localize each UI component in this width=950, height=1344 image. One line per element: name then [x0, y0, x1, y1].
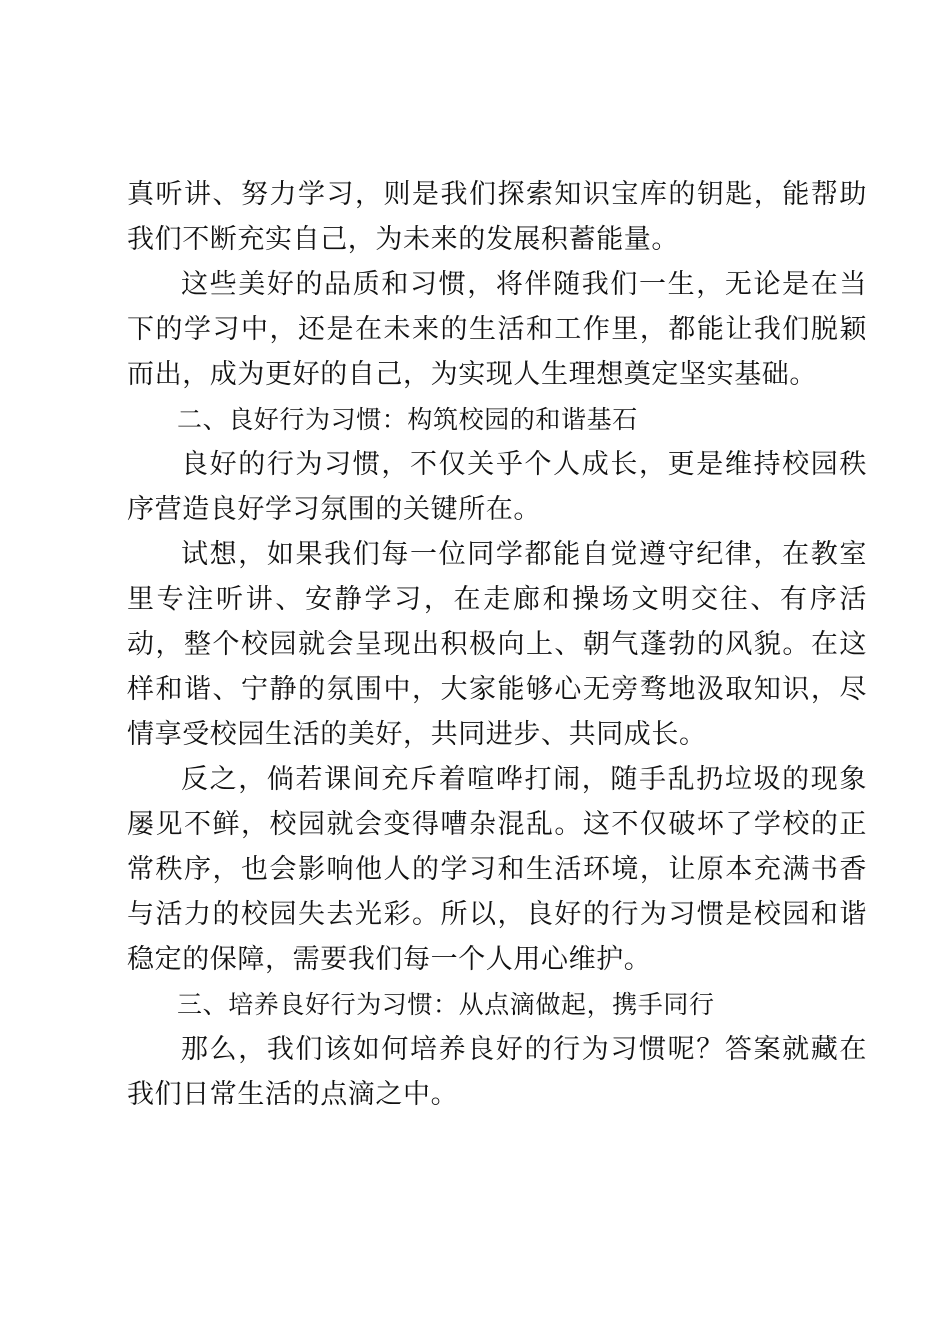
document-body — [127, 172, 867, 1117]
paragraph-qualities: 这些美好的品质和习惯，将伴随我们一生，无论是在当下的学习中，还是在未来的生活和工作里，都能让我们脱颖而出，成为更好的自己，为实现人生理想奠定坚实基础。 — [127, 269, 867, 390]
paragraph-imagine: 试想，如果我们每一位同学都能自觉遵守纪律，在教室里专注听讲、安静学习，在走廊和操场文明交往、有序活动，整个校园就会呈现出积极向上、朝气蓬勃的风貌。在这样和谐、宁静的氛围中，大家能够心无旁骛地汲取知识，尽情享受校园生活的美好，共同进步、共同成长。 — [127, 539, 867, 750]
section-heading-2: 二、良好行为习惯：构筑校园的和谐基石 — [177, 405, 638, 434]
paragraph-how-to: 那么，我们该如何培养良好的行为习惯呢？答案就藏在我们日常生活的点滴之中。 — [127, 1034, 867, 1110]
paragraph-conversely: 反之，倘若课间充斥着喧哗打闹，随手乱扔垃圾的现象屡见不鲜，校园就会变得嘈杂混乱。这不仅破坏了学校的正常秩序，也会影响他人的学习和生活环境，让原本充满书香与活力的校园失去光彩。所以，良好的行为习惯是校园和谐稳定的保障，需要我们每一个人用心维护。 — [127, 764, 867, 975]
section-heading-3: 三、培养良好行为习惯：从点滴做起，携手同行 — [177, 990, 715, 1019]
paragraph-behavior-intro: 良好的行为习惯，不仅关乎个人成长，更是维持校园秩序营造良好学习氛围的关键所在。 — [127, 449, 867, 525]
paragraph-continuation: 真听讲、努力学习，则是我们探索知识宝库的钥匙，能帮助我们不断充实自己，为未来的发展积蓄能量。 — [127, 179, 867, 255]
